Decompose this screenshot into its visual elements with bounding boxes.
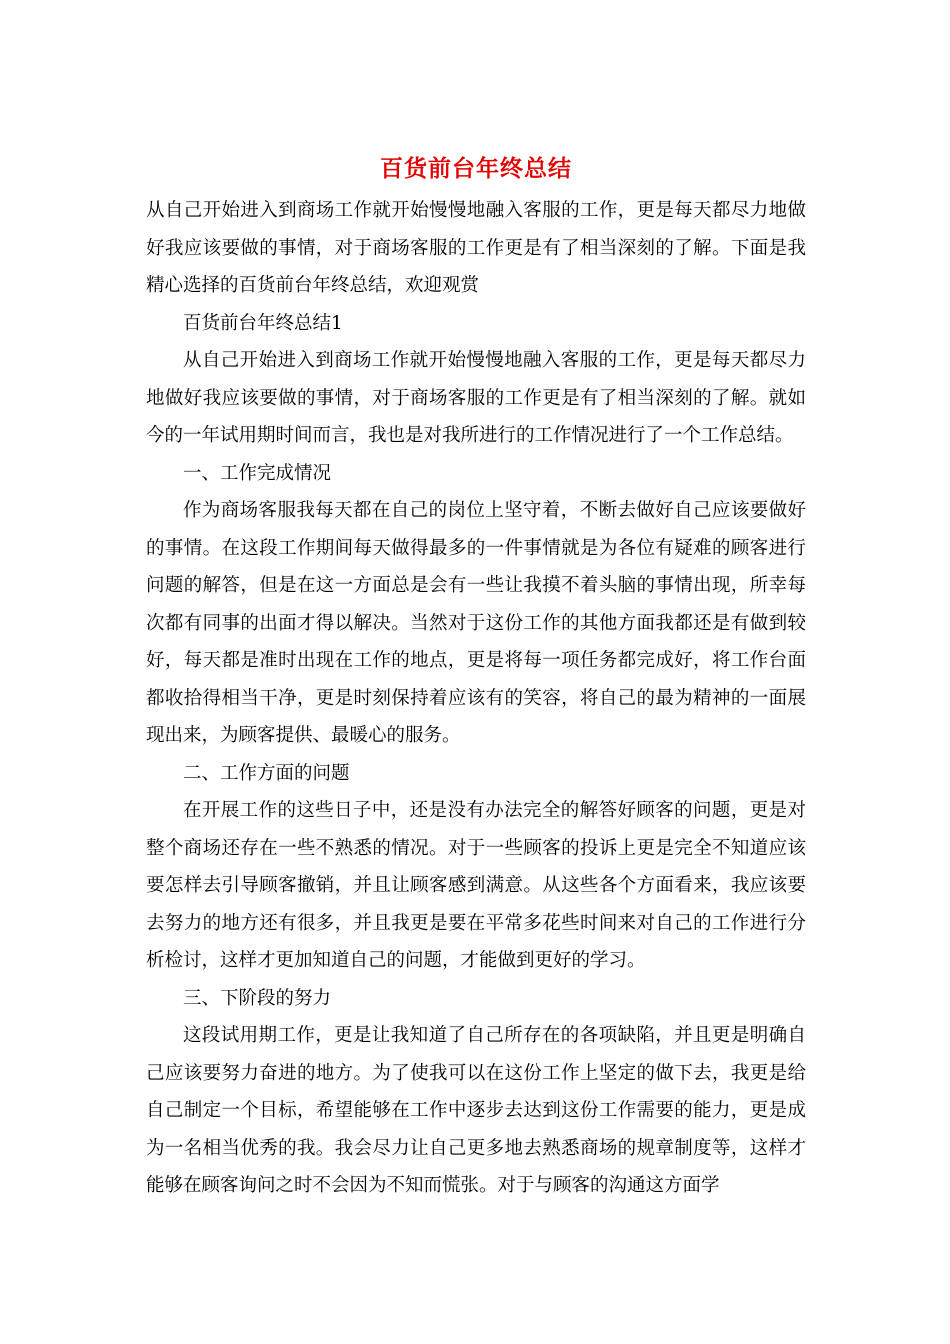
paragraph: 三、下阶段的努力	[183, 987, 332, 1009]
paragraph-list	[146, 192, 806, 1205]
document-title: 百货前台年终总结	[380, 155, 572, 182]
paragraph: 在开展工作的这些日子中，还是没有办法完全的解答好顾客的问题，更是对整个商场还存在一些不熟悉的情况。对于一些顾客的投诉上更是完全不知道应该要怎样去引导顾客撤销，并且让顾客感到满意。从这些各个方面看来，我应该要去努力的地方还有很多，并且我更是要在平常多花些时间来对自己的工作进行分析检讨，这样才更加知道自己的问题，才能做到更好的学习。	[146, 800, 806, 971]
paragraph: 作为商场客服我每天都在自己的岗位上坚守着，不断去做好自己应该要做好的事情。在这段工作期间每天做得最多的一件事情就是为各位有疑难的顾客进行问题的解答，但是在这一方面总是会有一些让我摸不着头脑的事情出现，所幸每次都有同事的出面才得以解决。当然对于这份工作的其他方面我都还是有做到较好，每天都是准时出现在工作的地点，更是将每一项任务都完成好，将工作台面都收拾得相当干净，更是时刻保持着应该有的笑容，将自己的最为精神的一面展现出来，为顾客提供、最暖心的服务。	[146, 500, 806, 746]
paragraph: 二、工作方面的问题	[183, 762, 350, 784]
paragraph: 从自己开始进入到商场工作就开始慢慢地融入客服的工作，更是每天都尽力地做好我应该要做的事情，对于商场客服的工作更是有了相当深刻的了解。下面是我精心选择的百货前台年终总结，欢迎观赏	[146, 200, 806, 296]
paragraph: 这段试用期工作，更是让我知道了自己所存在的各项缺陷，并且更是明确自己应该要努力奋进的地方。为了使我可以在这份工作上坚定的做下去，我更是给自己制定一个目标，希望能够在工作中逐步去达到这份工作需要的能力，更是成为一名相当优秀的我。我会尽力让自己更多地去熟悉商场的规章制度等，这样才能够在顾客询问之时不会因为不知而慌张。对于与顾客的沟通这方面学	[146, 1025, 806, 1196]
paragraph: 百货前台年终总结1	[183, 312, 343, 334]
paragraph: 一、工作完成情况	[183, 462, 332, 484]
paragraph: 从自己开始进入到商场工作就开始慢慢地融入客服的工作，更是每天都尽力地做好我应该要做的事情，对于商场客服的工作更是有了相当深刻的了解。就如今的一年试用期时间而言，我也是对我所进行的工作情况进行了一个工作总结。	[146, 350, 806, 446]
document-body	[146, 146, 806, 1205]
